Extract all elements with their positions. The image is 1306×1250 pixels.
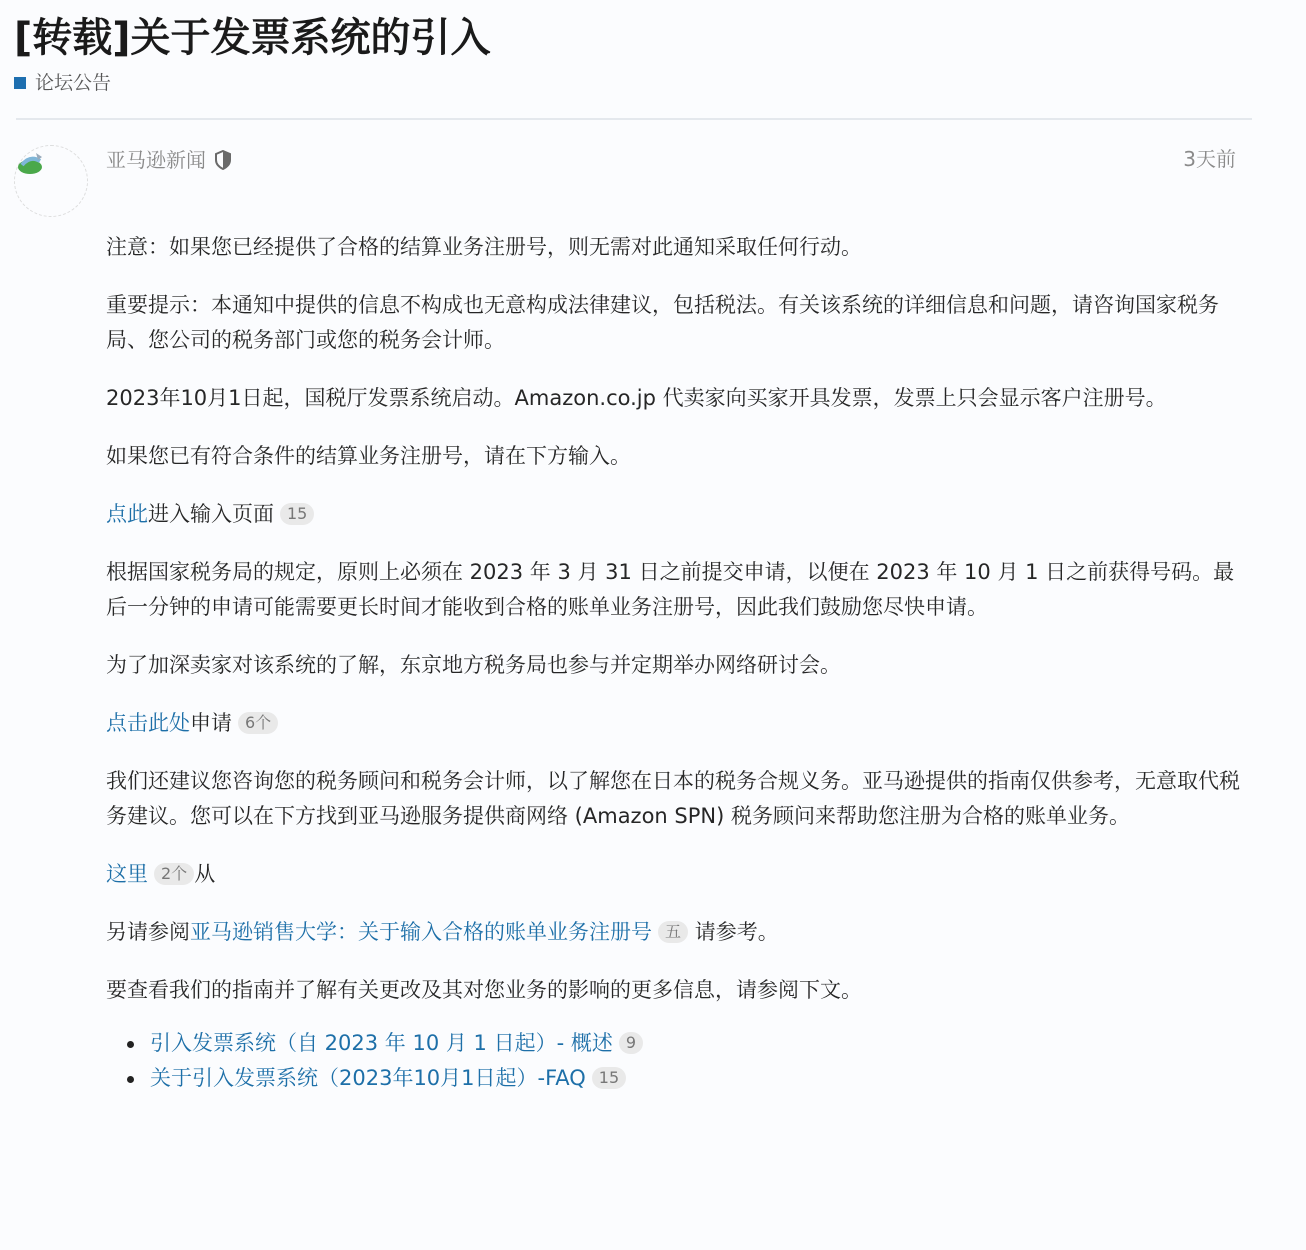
post-timestamp[interactable]: 3天前	[1183, 147, 1236, 171]
author-name[interactable]: 亚马逊新闻	[106, 148, 206, 172]
post-author[interactable]	[106, 145, 232, 175]
list-item	[150, 1026, 1242, 1061]
click-count-badge: 15	[280, 503, 314, 525]
paragraph-guide-intro: 要查看我们的指南并了解有关更改及其对您业务的影响的更多信息，请参阅下文。	[106, 978, 862, 1002]
header-divider	[16, 118, 1252, 120]
apply-link[interactable]: 点击此处	[106, 711, 190, 735]
paragraph-notice: 注意：如果您已经提供了合格的结算业务注册号，则无需对此通知采取任何行动。	[106, 235, 862, 259]
click-count-badge: 2个	[154, 863, 194, 885]
shield-icon	[214, 150, 232, 170]
page-title: [转载]关于发票系统的引入	[14, 15, 491, 61]
click-count-badge: 9	[619, 1032, 643, 1054]
paragraph-tax-advisor: 我们还建议您咨询您的税务顾问和税务会计师，以了解您在日本的税务合规义务。亚马逊提供的指南仅供参考，无意取代税务建议。您可以在下方找到亚马逊服务提供商网络 (Amazon SPN) 税务顾问来帮助您注册为合格的账单业务。	[106, 769, 1240, 828]
apply-text: 申请	[190, 711, 232, 735]
list-item	[150, 1061, 1242, 1096]
input-page-text: 进入输入页面	[148, 502, 274, 526]
paragraph-webinar: 为了加深卖家对该系统的了解，东京地方税务局也参与并定期举办网络研讨会。	[106, 653, 841, 677]
avatar-image-icon	[16, 147, 50, 181]
paragraph-apply-link	[106, 706, 1242, 741]
post-body	[106, 230, 1242, 1096]
paragraph-see-also	[106, 915, 1242, 950]
click-count-badge: 五	[658, 921, 688, 943]
click-count-badge: 6个	[238, 712, 278, 734]
guide-faq-link[interactable]: 关于引入发票系统（2023年10月1日起）-FAQ	[150, 1066, 586, 1090]
spn-text: 从	[194, 862, 216, 886]
paragraph-enter-below: 如果您已有符合条件的结算业务注册号，请在下方输入。	[106, 444, 631, 468]
guide-overview-link[interactable]: 引入发票系统（自 2023 年 10 月 1 日起）- 概述	[150, 1031, 613, 1055]
category-badge[interactable]	[14, 70, 111, 96]
seller-university-link[interactable]: 亚马逊销售大学：关于输入合格的账单业务注册号	[190, 920, 652, 944]
paragraph-input-link	[106, 497, 1242, 532]
guide-link-list	[106, 1026, 1242, 1096]
category-label: 论坛公告	[35, 72, 112, 94]
category-color-square	[14, 77, 26, 89]
avatar[interactable]	[14, 145, 88, 217]
paragraph-invoice-start: 2023年10月1日起，国税厅发票系统启动。Amazon.co.jp 代卖家向买家开具发票，发票上只会显示客户注册号。	[106, 386, 1167, 410]
input-page-link[interactable]: 点此	[106, 502, 148, 526]
spn-link[interactable]: 这里	[106, 862, 148, 886]
see-also-prefix: 另请参阅	[106, 920, 190, 944]
paragraph-spn-link	[106, 857, 1242, 892]
click-count-badge: 15	[592, 1067, 626, 1089]
paragraph-important: 重要提示：本通知中提供的信息不构成也无意构成法律建议，包括税法。有关该系统的详细信息和问题，请咨询国家税务局、您公司的税务部门或您的税务会计师。	[106, 293, 1219, 352]
paragraph-deadline: 根据国家税务局的规定，原则上必须在 2023 年 3 月 31 日之前提交申请，以便在 2023 年 10 月 1 日之前获得号码。最后一分钟的申请可能需要更长时间才能收到合格的账单业务注册号，因此我们鼓励您尽快申请。	[106, 560, 1235, 619]
see-also-suffix: 请参考。	[694, 920, 779, 944]
